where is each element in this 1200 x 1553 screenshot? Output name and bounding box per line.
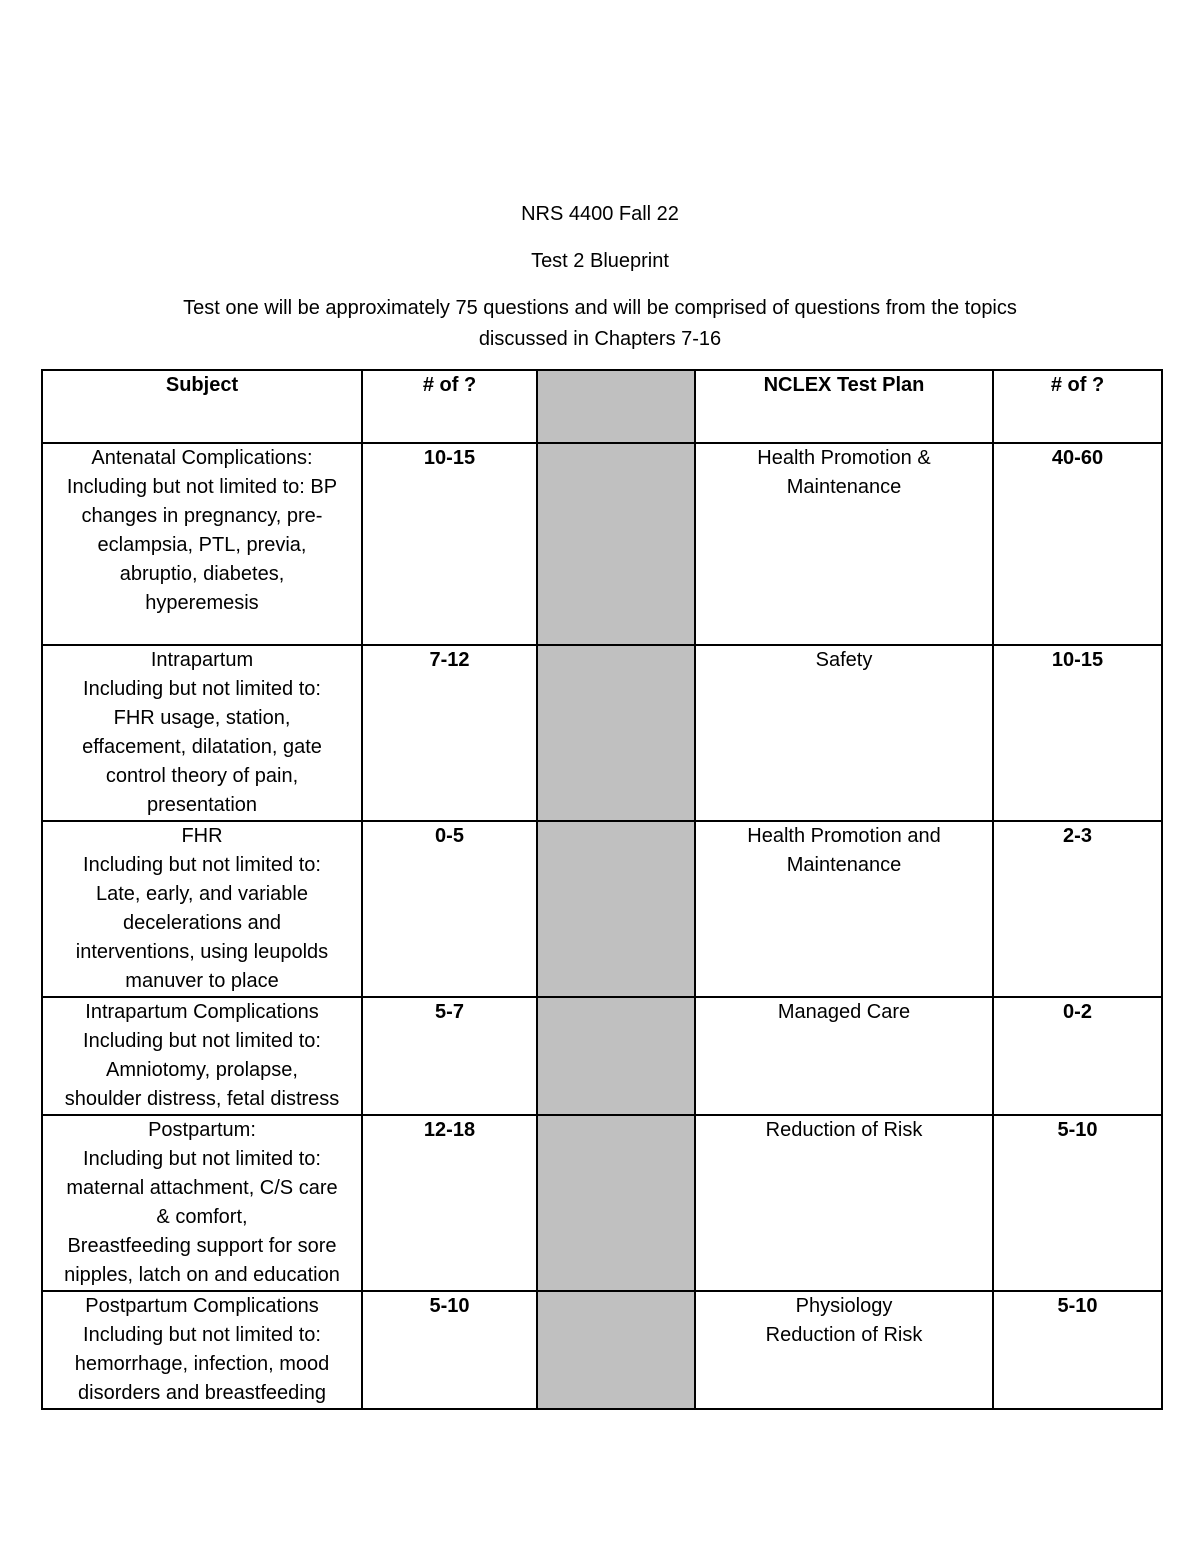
subject-line: nipples, latch on and education <box>64 1264 340 1286</box>
subject-cell <box>42 1115 362 1291</box>
nclex-plan-line: Reduction of Risk <box>765 1119 923 1141</box>
subject-header: Subject <box>42 370 362 443</box>
nclex-plan-line: Safety <box>815 649 873 671</box>
question-count-cell: 5-7 <box>362 997 537 1115</box>
subject-line: maternal attachment, C/S care <box>66 1177 338 1199</box>
subject-line: Amniotomy, prolapse, <box>106 1059 298 1081</box>
nclex-header: NCLEX Test Plan <box>695 370 993 443</box>
subject-line: Antenatal Complications: <box>91 447 313 469</box>
nclex-count-cell: 5-10 <box>993 1115 1162 1291</box>
nclex-plan-cell <box>695 1115 993 1291</box>
table-row <box>42 997 1162 1115</box>
nclex-plan-cell <box>695 821 993 997</box>
description-line: Test one will be approximately 75 questions and will be comprised of questions from the topics <box>183 297 1017 319</box>
subject-line: interventions, using leupolds <box>75 941 329 963</box>
subject-line: FHR usage, station, <box>113 707 291 729</box>
subject-line: abruptio, diabetes, <box>119 563 285 585</box>
nclex-plan-line: Physiology <box>795 1295 893 1317</box>
shaded-column-cell <box>537 370 695 443</box>
nclex-count-cell: 2-3 <box>993 821 1162 997</box>
subject-line: Postpartum: <box>148 1119 256 1141</box>
subject-line: eclampsia, PTL, previa, <box>97 534 307 556</box>
question-count-cell: 0-5 <box>362 821 537 997</box>
subject-line: Breastfeeding support for sore <box>67 1235 337 1257</box>
nclex-plan-line: Reduction of Risk <box>765 1324 923 1346</box>
table-body <box>42 443 1162 1409</box>
subject-line: Postpartum Complications <box>85 1295 319 1317</box>
subject-line: decelerations and <box>123 912 281 934</box>
table-row <box>42 443 1162 645</box>
subject-line: Including but not limited to: <box>83 1148 321 1170</box>
document-description <box>0 293 1200 355</box>
question-count-cell: 12-18 <box>362 1115 537 1291</box>
nclex-plan-line: Health Promotion & <box>757 447 931 469</box>
table-row <box>42 1115 1162 1291</box>
nclex-count-cell: 10-15 <box>993 645 1162 821</box>
question-count-cell: 5-10 <box>362 1291 537 1409</box>
question-count-cell: 7-12 <box>362 645 537 821</box>
subject-line: Intrapartum <box>150 649 254 671</box>
nclex-plan-cell <box>695 645 993 821</box>
subject-line: Late, early, and variable <box>96 883 308 905</box>
subject-line: changes in pregnancy, pre- <box>81 505 323 527</box>
table-row <box>42 1291 1162 1409</box>
subject-line: Intrapartum Complications <box>85 1001 319 1023</box>
subject-line: Including but not limited to: <box>83 678 321 700</box>
nclex-plan-cell <box>695 1291 993 1409</box>
subject-line: Including but not limited to: <box>83 1030 321 1052</box>
shaded-column-cell <box>537 443 695 645</box>
subject-line: FHR <box>181 825 223 847</box>
count-header: # of ? <box>362 370 537 443</box>
subject-cell <box>42 443 362 645</box>
nclex-plan-cell <box>695 443 993 645</box>
subject-line: hemorrhage, infection, mood <box>74 1353 330 1375</box>
subject-line: effacement, dilatation, gate <box>82 736 322 758</box>
nclex-plan-line: Maintenance <box>786 854 902 876</box>
blueprint-table <box>41 369 1163 1410</box>
subject-line: disorders and breastfeeding <box>78 1382 326 1404</box>
subject-cell <box>42 821 362 997</box>
nclex-count-cell: 40-60 <box>993 443 1162 645</box>
subject-line: hyperemesis <box>145 592 259 614</box>
nclex-count-cell: 5-10 <box>993 1291 1162 1409</box>
subject-line: Including but not limited to: BP <box>66 476 338 498</box>
nclex-plan-cell <box>695 997 993 1115</box>
shaded-column-cell <box>537 997 695 1115</box>
subject-cell <box>42 1291 362 1409</box>
shaded-column-cell <box>537 1115 695 1291</box>
shaded-column-cell <box>537 821 695 997</box>
table-header-row <box>42 370 1162 443</box>
nclex-plan-line: Health Promotion and <box>747 825 941 847</box>
subject-line: control theory of pain, <box>105 765 299 787</box>
question-count-cell: 10-15 <box>362 443 537 645</box>
subject-cell <box>42 997 362 1115</box>
nclex-count-cell: 0-2 <box>993 997 1162 1115</box>
table-row <box>42 645 1162 821</box>
shaded-column-cell <box>537 1291 695 1409</box>
subject-line: Including but not limited to: <box>83 1324 321 1346</box>
subject-line: presentation <box>146 794 258 816</box>
table-row <box>42 821 1162 997</box>
document-title: NRS 4400 Fall 22 <box>521 203 679 225</box>
description-line: discussed in Chapters 7-16 <box>478 328 722 350</box>
document-subtitle: Test 2 Blueprint <box>531 250 669 272</box>
subject-line: shoulder distress, fetal distress <box>64 1088 340 1110</box>
subject-cell <box>42 645 362 821</box>
shaded-column-cell <box>537 645 695 821</box>
subject-line: & comfort, <box>156 1206 248 1228</box>
count-header: # of ? <box>993 370 1162 443</box>
subject-line: manuver to place <box>125 970 279 992</box>
subject-line: Including but not limited to: <box>83 854 321 876</box>
nclex-plan-line: Managed Care <box>777 1001 911 1023</box>
nclex-plan-line: Maintenance <box>786 476 902 498</box>
